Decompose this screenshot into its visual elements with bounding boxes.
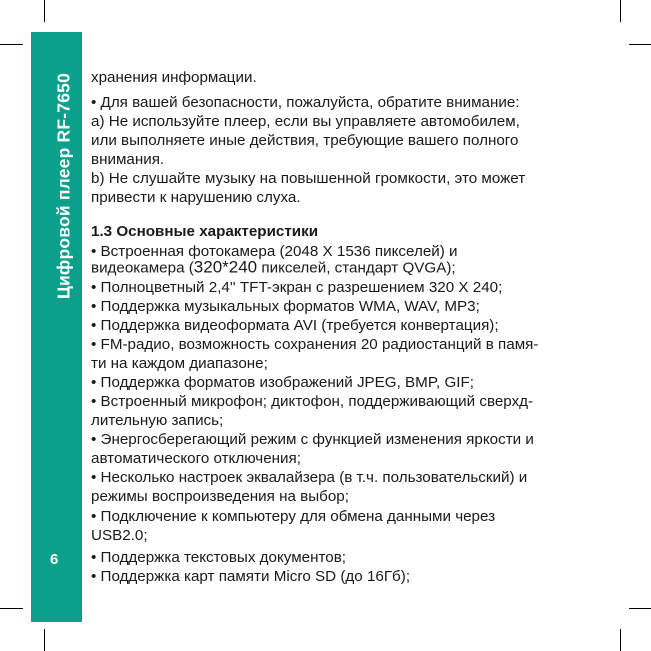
list-item: • Поддержка карт памяти Micro SD (до 16Гб); <box>91 568 411 585</box>
crop-mark <box>620 629 621 651</box>
text-line: • Для вашей безопасности, пожалуйста, обратите внимание: <box>91 94 520 111</box>
crop-mark <box>0 44 23 45</box>
crop-mark <box>44 0 45 22</box>
list-item <box>91 259 456 278</box>
crop-mark <box>0 608 23 609</box>
text-line: или выполняете иные действия, требующие вашего полного <box>91 132 519 149</box>
crop-mark <box>629 608 651 609</box>
text-line: a) Не используйте плеер, если вы управляете автомобилем, <box>91 113 520 130</box>
list-item: • Несколько настроек эквалайзера (в т.ч. пользовательский) и <box>91 469 528 486</box>
list-item: • FM-радио, возможность сохранения 20 радиостанций в памя- <box>91 336 539 353</box>
list-item: • Полноцветный 2,4'' TFT-экран с разрешением 320 X 240; <box>91 279 503 296</box>
list-item: • Поддержка видеоформата AVI (требуется конвертация); <box>91 317 499 334</box>
list-item: • Подключение к компьютеру для обмена данными через <box>91 508 496 525</box>
list-item: режимы воспроизведения на выбор; <box>91 488 349 505</box>
section-heading: 1.3 Основные характеристики <box>91 223 319 240</box>
list-item: USB2.0; <box>91 527 148 544</box>
text-line: внимания. <box>91 151 165 168</box>
list-item: автоматического отключения; <box>91 450 301 467</box>
list-item: • Встроенный микрофон; диктофон, поддерживающий сверхд- <box>91 393 534 410</box>
list-item: • Поддержка музыкальных форматов WMA, WAV, MP3; <box>91 298 480 315</box>
crop-mark <box>629 44 651 45</box>
sidebar-title: Цифровой плеер RF-7650 <box>53 72 74 300</box>
list-item: ти на каждом диапазоне; <box>91 355 268 372</box>
crop-mark <box>620 0 621 22</box>
text: пикселей, стандарт QVGA); <box>257 259 456 277</box>
text-line: хранения информации. <box>91 69 257 86</box>
list-item: лительную запись; <box>91 412 224 429</box>
list-item: • Энергосберегающий режим с функцией изменения яркости и <box>91 431 534 448</box>
list-item: • Встроенная фотокамера (2048 X 1536 пикселей) и <box>91 243 458 260</box>
text-line: привести к нарушению слуха. <box>91 189 301 206</box>
page-number: 6 <box>50 551 59 568</box>
text-line: b) Не слушайте музыку на повышенной громкости, это может <box>91 170 526 187</box>
list-item: • Поддержка текстовых документов; <box>91 549 346 566</box>
list-item: • Поддержка форматов изображений JPEG, BMP, GIF; <box>91 374 474 391</box>
text: видеокамера ( <box>91 259 194 277</box>
crop-mark <box>44 629 45 651</box>
resolution: 320*240 <box>193 257 258 277</box>
